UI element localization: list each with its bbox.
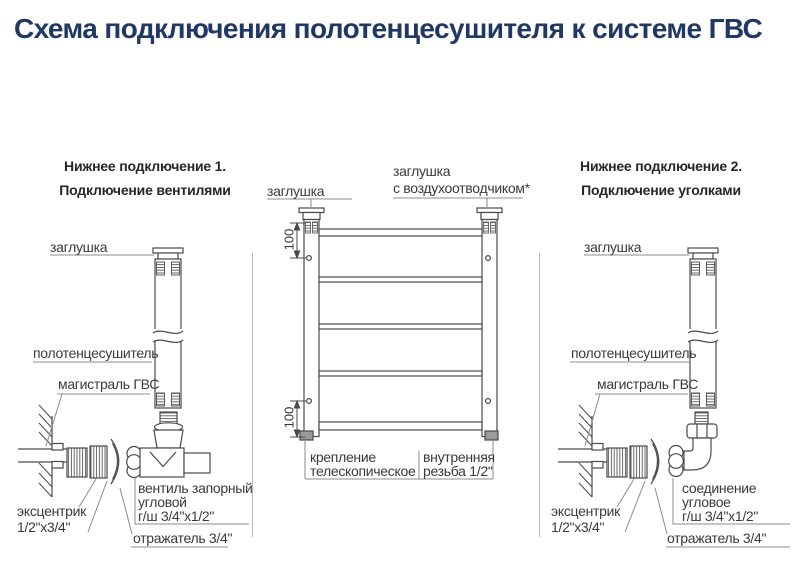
right-main-label: магистраль ГВС (597, 376, 699, 392)
left-valve-label-line1: вентиль запорный (138, 480, 253, 496)
middle-cap-right-label-line2: с воздухоотводчиком* (393, 180, 530, 196)
left-eccentric-label-line1: эксцентрик (17, 503, 86, 519)
elbow-drawing (669, 412, 717, 477)
towel-rail-drawing (299, 208, 502, 440)
left-main-label: магистраль ГВС (58, 376, 160, 392)
valve-drawing (127, 412, 210, 478)
middle-thread-label-line1: внутренняя (423, 449, 495, 465)
right-elbow-label-line1: соединение (682, 480, 757, 496)
right-eccentric-label-line2: 1/2"x3/4" (551, 519, 605, 535)
page-title: Схема подключения полотенцесушителя к системе ГВС (14, 13, 763, 44)
left-reflector-label: отражатель 3/4" (133, 530, 233, 546)
dimension-label-bottom: 100 (281, 406, 297, 429)
right-eccentric-label-line1: эксцентрик (551, 503, 620, 519)
left-valve-label-line3: г/ш 3/4"x1/2" (138, 508, 215, 524)
left-cap-label: заглушка (50, 239, 108, 255)
left-panel-title-line1: Нижнее подключение 1. (64, 158, 226, 174)
right-elbow-label-line2: угловое (682, 494, 731, 510)
right-reflector-label: отражатель 3/4" (667, 530, 767, 546)
middle-mount-label-line2: телескопическое (310, 463, 416, 479)
left-towel-label: полотенцесушитель (33, 345, 159, 361)
middle-cap-right-label-line1: заглушка (393, 163, 451, 179)
middle-thread-label-line2: резьба 1/2" (423, 463, 493, 479)
left-panel-title-line2: Подключение вентилями (59, 182, 231, 198)
left-valve-label-line2: угловой (138, 494, 187, 510)
left-eccentric-label-line2: 1/2"x3/4" (17, 519, 71, 535)
right-towel-label: полотенцесушитель (571, 345, 697, 361)
right-panel-title-line1: Нижнее подключение 2. (580, 158, 742, 174)
right-cap-label: заглушка (584, 239, 642, 255)
middle-mount-label-line1: крепление (310, 449, 376, 465)
middle-cap-left-label: заглушка (267, 183, 325, 199)
right-elbow-label-line3: г/ш 3/4"x1/2" (682, 508, 759, 524)
dimension-label-top: 100 (281, 228, 297, 251)
right-panel-title-line2: Подключение уголками (581, 182, 741, 198)
